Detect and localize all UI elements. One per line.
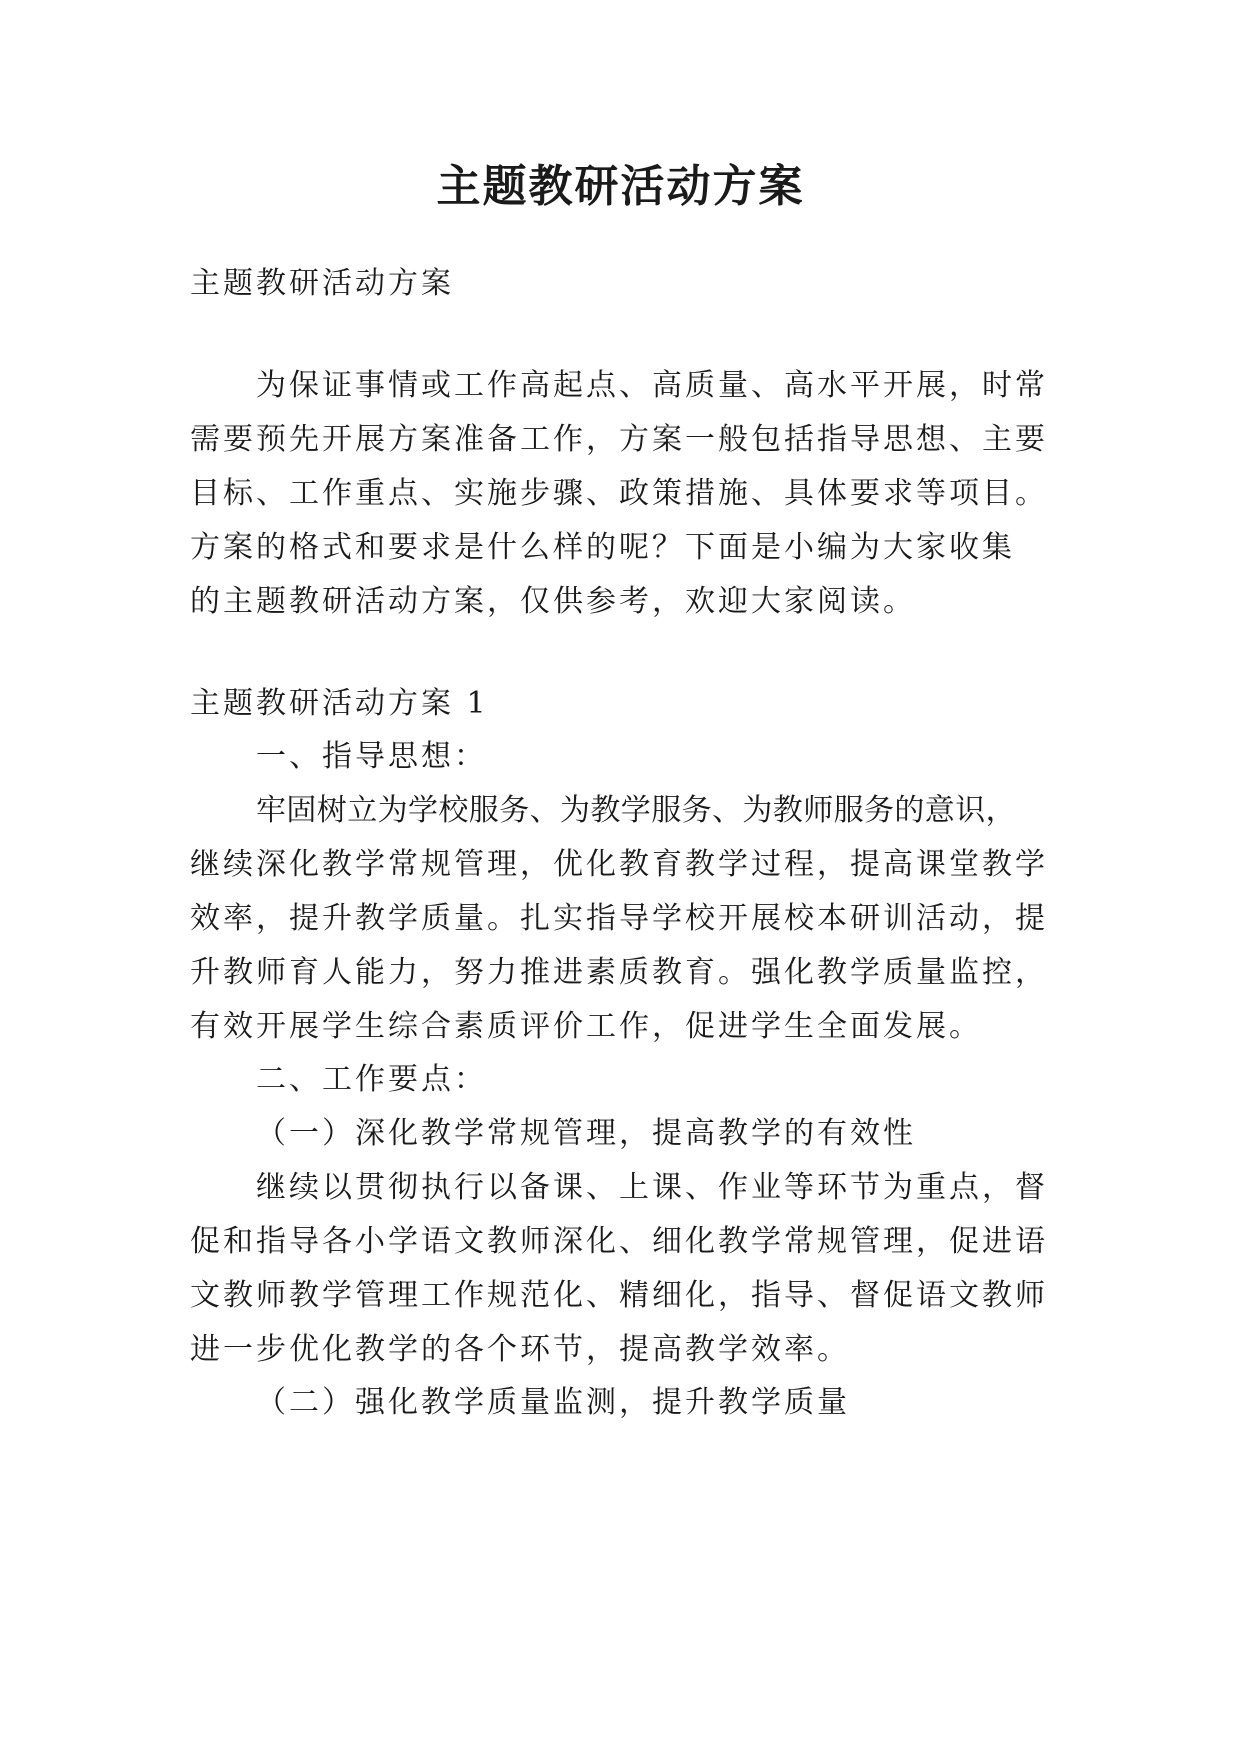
paragraph-line: 有效开展学生综合素质评价工作，促进学生全面发展。 [190,1009,982,1044]
intro-line: 的主题教研活动方案，仅供参考，欢迎大家阅读。 [190,584,916,619]
intro-line: 目标、工作重点、实施步骤、政策措施、具体要求等项目。 [190,476,1048,511]
subheading: （一）深化教学常规管理，提高教学的有效性 [256,1116,916,1151]
heading-guiding-thought: 一、指导思想： [256,739,487,774]
paragraph-line: 促和指导各小学语文教师深化、细化教学常规管理，促进语 [190,1224,1048,1259]
heading-work-points: 二、工作要点： [256,1062,487,1097]
intro-line: 需要预先开展方案准备工作，方案一般包括指导思想、主要 [190,422,1048,457]
paragraph-line: 文教师教学管理工作规范化、精细化，指导、督促语文教师 [190,1278,1048,1313]
intro-line: 方案的格式和要求是什么样的呢？下面是小编为大家收集 [190,530,1015,565]
paragraph-line: 继续深化教学常规管理，优化教育教学过程，提高课堂教学 [190,847,1048,882]
intro-line: 为保证事情或工作高起点、高质量、高水平开展，时常 [256,368,1048,403]
subheading: （二）强化教学质量监测，提升教学质量 [256,1385,850,1420]
paragraph-line: 进一步优化教学的各个环节，提高教学效率。 [190,1332,850,1367]
paragraph-line: 牢固树立为学校服务、为教学服务、为教师服务的意识， [256,793,1016,828]
document-title: 主题教研活动方案 [436,161,805,212]
document-subtitle: 主题教研活动方案 [190,266,454,301]
paragraph-line: 继续以贯彻执行以备课、上课、作业等环节为重点，督 [256,1170,1048,1205]
paragraph-line: 效率，提升教学质量。扎实指导学校开展校本研训活动，提 [190,901,1048,936]
section-title: 主题教研活动方案 1 [190,686,489,721]
paragraph-line: 升教师育人能力，努力推进素质教育。强化教学质量监控， [190,955,1048,990]
